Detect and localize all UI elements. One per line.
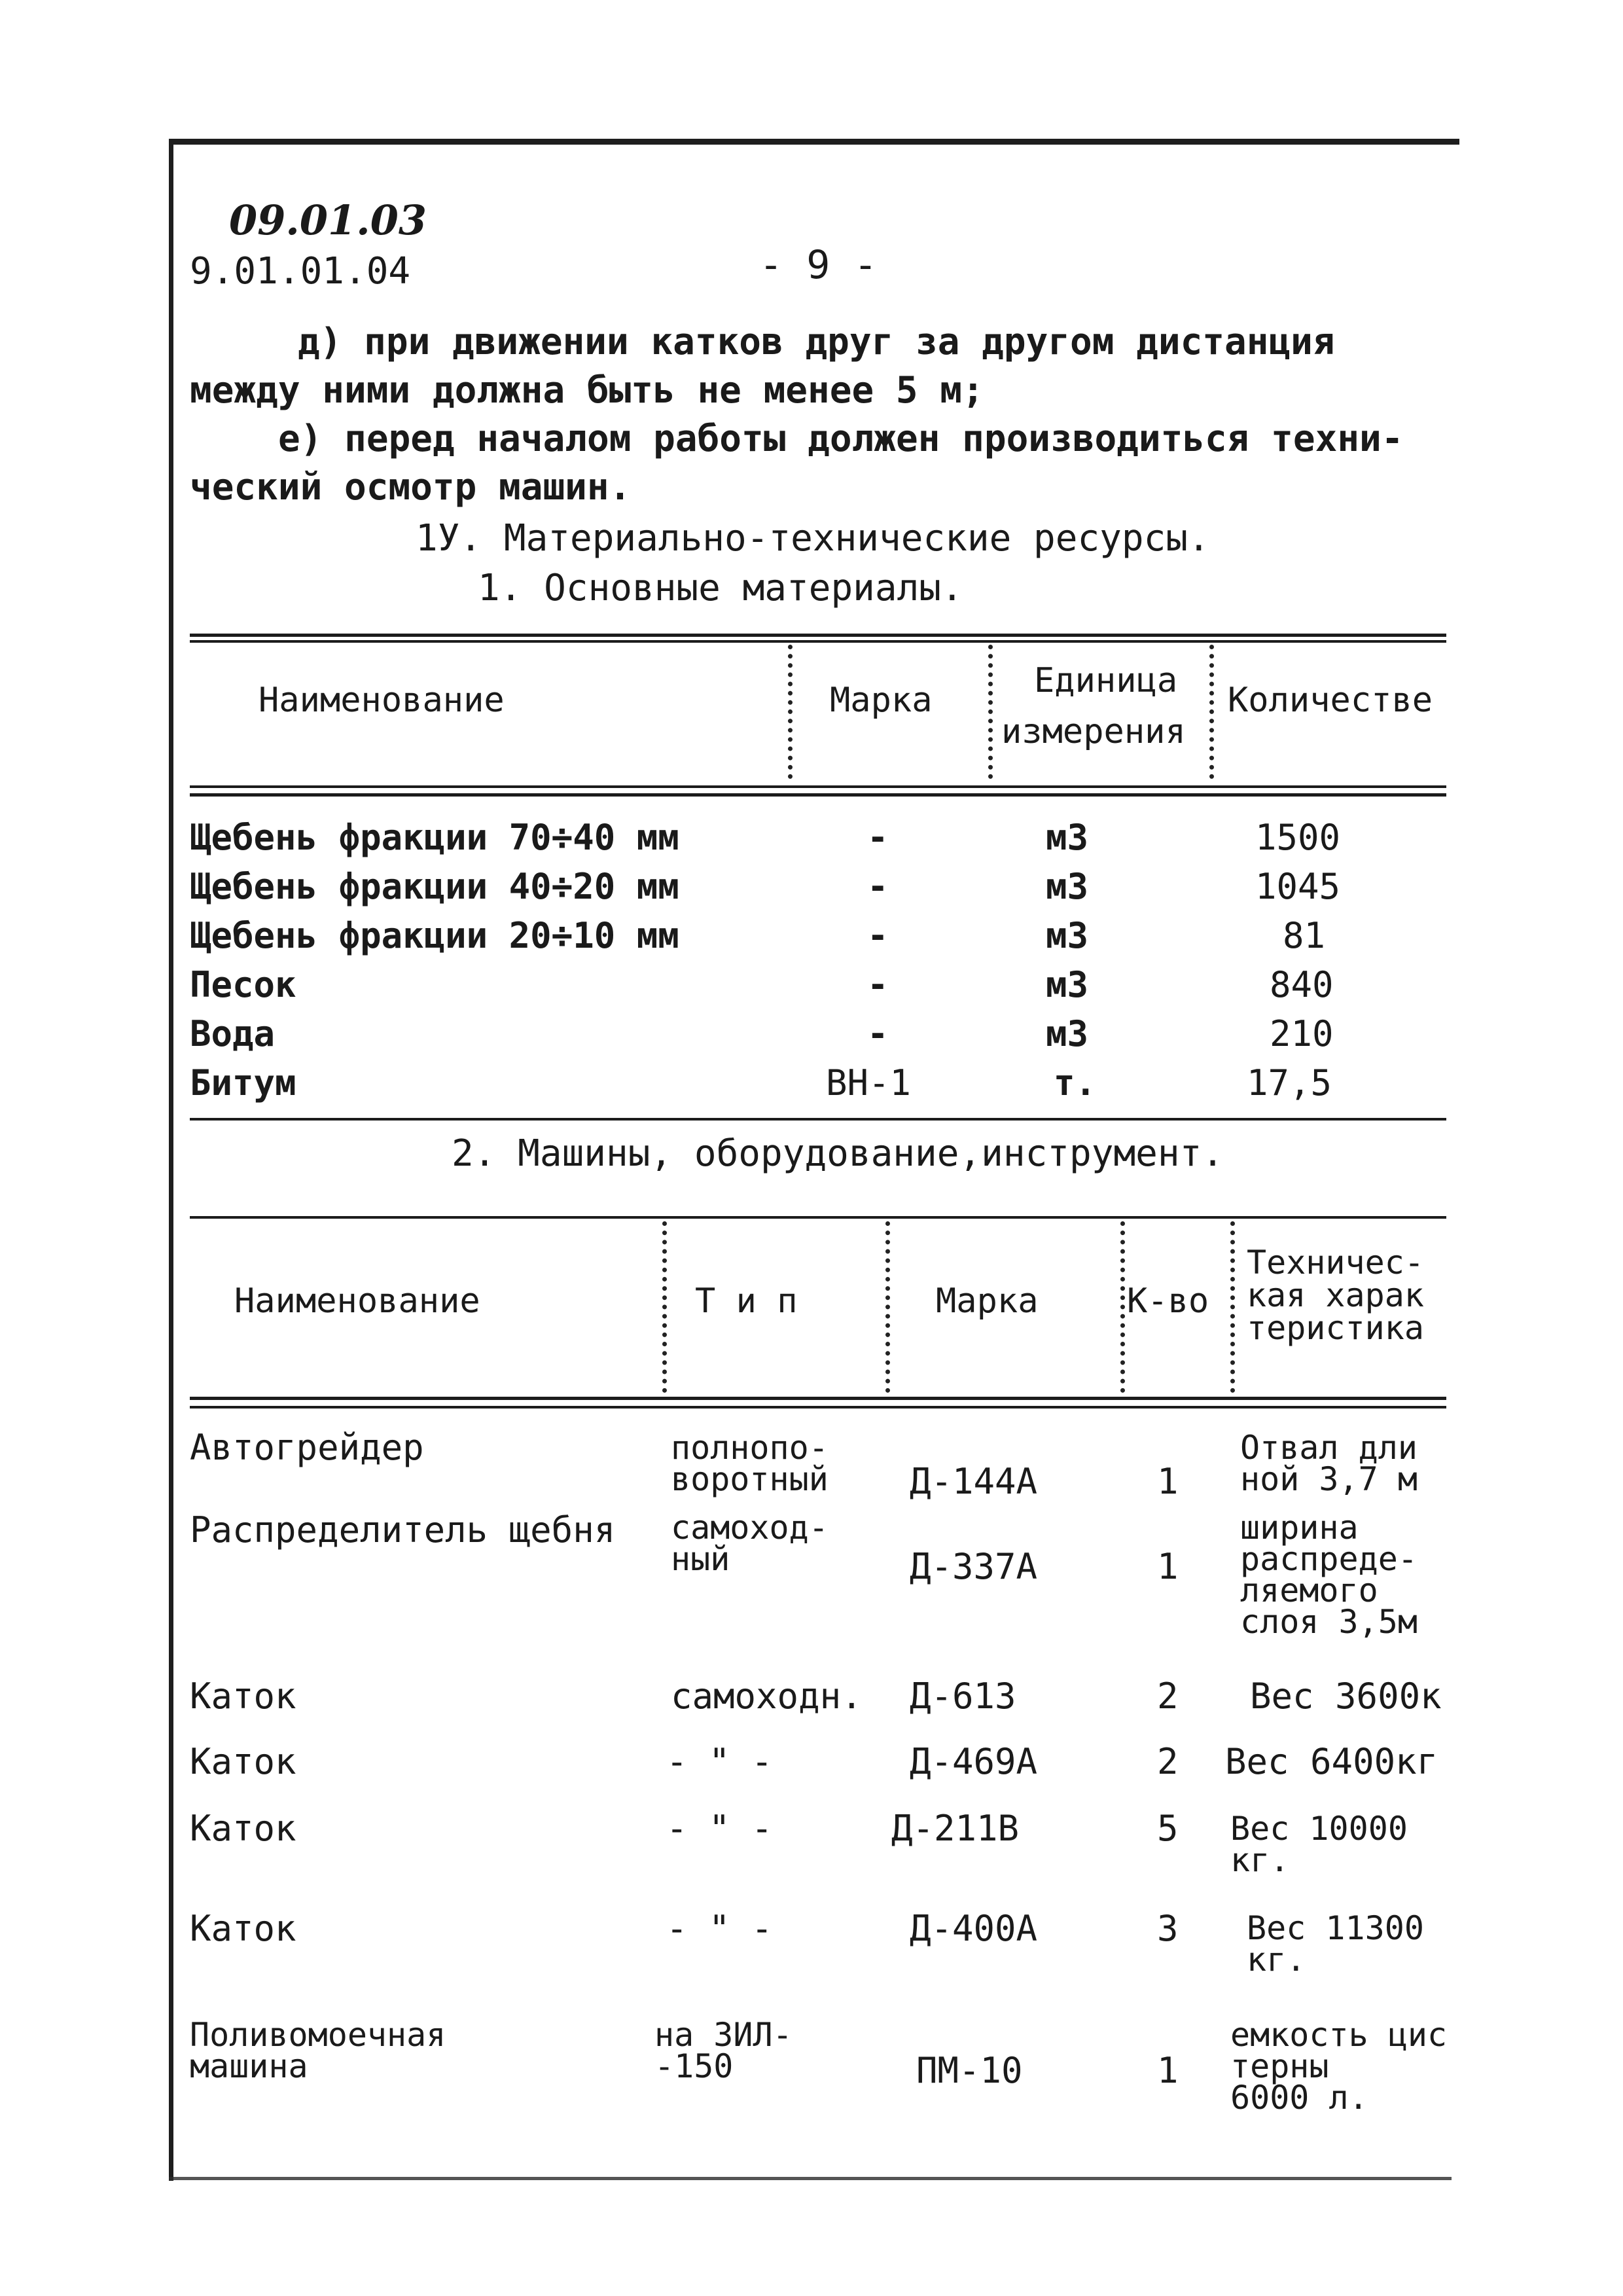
cell-name: Вода xyxy=(190,1013,276,1054)
cell-name: Каток xyxy=(190,1808,296,1849)
text-line-4: ческий осмотр машин. xyxy=(190,466,632,509)
cell-name: Распределитель щебня xyxy=(190,1509,616,1551)
cell-name: Песок xyxy=(190,964,296,1005)
cell-count: 2 xyxy=(1157,1741,1179,1782)
header-type: Т и п xyxy=(695,1282,798,1321)
cell-unit: м3 xyxy=(1046,964,1089,1005)
cell-type: - " - xyxy=(666,1908,773,1949)
column-separator xyxy=(662,1221,672,1393)
column-separator xyxy=(788,645,798,779)
text-line-1: д) при движении катков друг за другом дистанция xyxy=(298,321,1335,363)
cell-quantity: 1045 xyxy=(1255,866,1341,907)
header-name: Наименование xyxy=(234,1282,480,1321)
cell-name: Щебень фракции 20÷10 мм xyxy=(190,915,679,956)
cell-unit: т. xyxy=(1054,1062,1097,1103)
column-separator xyxy=(1230,1221,1240,1393)
header-name: Наименование xyxy=(259,681,505,720)
cell-name: Каток xyxy=(190,1741,296,1782)
cell-brand: - xyxy=(867,866,889,907)
header-unit-line1: Единица xyxy=(1034,661,1178,700)
document-code: 9.01.01.04 xyxy=(190,250,411,293)
cell-brand: - xyxy=(867,915,889,956)
cell-unit: м3 xyxy=(1046,915,1089,956)
cell-type: - " - xyxy=(666,1741,773,1782)
cell-count: 3 xyxy=(1157,1908,1179,1949)
cell-name: Битум xyxy=(190,1062,296,1103)
cell-spec: Вес 6400кг xyxy=(1225,1741,1438,1782)
cell-unit: м3 xyxy=(1046,1013,1089,1054)
cell-brand: - xyxy=(867,1013,889,1054)
materials-title: 1. Основные материалы. xyxy=(478,567,963,609)
cell-spec: ширина распреде- ляемого слоя 3,5м xyxy=(1240,1509,1418,1641)
cell-type: - " - xyxy=(666,1808,773,1849)
cell-brand: ПМ-10 xyxy=(916,2050,1023,2091)
cell-count: 1 xyxy=(1157,2050,1179,2091)
page-frame-left xyxy=(169,139,173,2181)
page-number: - 9 - xyxy=(759,242,878,288)
cell-spec: Вес 11300 кг. xyxy=(1247,1909,1424,1979)
cell-brand: Д-211В xyxy=(891,1808,1020,1849)
table-rule xyxy=(190,1397,1446,1400)
machines-title: 2. Машины, оборудование,инструмент. xyxy=(452,1132,1224,1175)
cell-quantity: 17,5 xyxy=(1247,1062,1332,1103)
header-brand: Марка xyxy=(830,681,933,720)
header-brand: Марка xyxy=(936,1282,1039,1321)
cell-type: самоходн. xyxy=(671,1676,863,1717)
column-separator xyxy=(988,645,998,779)
cell-quantity: 210 xyxy=(1270,1013,1334,1054)
text-line-2: между ними должна быть не менее 5 м; xyxy=(190,369,984,412)
cell-name: Каток xyxy=(190,1908,296,1949)
column-separator xyxy=(885,1221,895,1393)
header-unit-line2: измерения xyxy=(1001,712,1186,751)
cell-name: Поливомоечная машина xyxy=(190,2016,446,2085)
cell-brand: Д-469А xyxy=(910,1741,1038,1782)
cell-spec: Вес 3600к xyxy=(1250,1676,1442,1717)
cell-name: Каток xyxy=(190,1676,296,1717)
cell-brand: - xyxy=(867,964,889,1005)
header-quantity: Количестве xyxy=(1228,681,1433,720)
cell-count: 1 xyxy=(1157,1546,1179,1587)
text-line-3: е) перед началом работы должен производиться техни- xyxy=(278,418,1404,460)
cell-brand: Д-400А xyxy=(910,1908,1038,1949)
cell-brand: ВН-1 xyxy=(826,1062,912,1103)
section-title: 1У. Материально-технические ресурсы. xyxy=(416,517,1210,560)
table-rule xyxy=(190,1216,1446,1219)
cell-unit: м3 xyxy=(1046,866,1089,907)
table-rule xyxy=(190,1118,1446,1121)
cell-name: Щебень фракции 70÷40 мм xyxy=(190,817,679,858)
cell-brand: Д-337А xyxy=(910,1546,1038,1587)
cell-quantity: 1500 xyxy=(1255,817,1341,858)
cell-quantity: 840 xyxy=(1270,964,1334,1005)
cell-type: самоход- ный xyxy=(671,1509,829,1578)
header-spec-line1: Техничес- xyxy=(1247,1244,1424,1282)
table-rule xyxy=(190,634,1446,637)
cell-name: Автогрейдер xyxy=(190,1427,424,1468)
cell-count: 1 xyxy=(1157,1461,1179,1502)
header-count: К-во xyxy=(1127,1282,1209,1321)
table-rule xyxy=(190,785,1446,788)
cell-count: 2 xyxy=(1157,1676,1179,1717)
cell-spec: Отвал дли ной 3,7 м xyxy=(1240,1429,1418,1498)
handwritten-code: 09.01.03 xyxy=(229,196,427,244)
page-frame-top xyxy=(169,139,1459,145)
cell-brand: Д-613 xyxy=(910,1676,1016,1717)
table-rule xyxy=(190,793,1446,797)
cell-unit: м3 xyxy=(1046,817,1089,858)
cell-spec: емкость цис терны 6000 л. xyxy=(1230,2016,1448,2117)
header-spec-line3: теристика xyxy=(1247,1309,1424,1347)
cell-count: 5 xyxy=(1157,1808,1179,1849)
cell-name: Щебень фракции 40÷20 мм xyxy=(190,866,679,907)
cell-quantity: 81 xyxy=(1283,915,1326,956)
cell-spec: Вес 10000 кг. xyxy=(1230,1810,1408,1879)
column-separator xyxy=(1209,645,1219,779)
table-rule xyxy=(190,1406,1446,1408)
cell-brand: - xyxy=(867,817,889,858)
table-rule xyxy=(190,640,1446,643)
cell-type: на ЗИЛ- -150 xyxy=(654,2016,793,2085)
page-frame-bottom xyxy=(169,2177,1452,2180)
cell-brand: Д-144А xyxy=(910,1461,1038,1502)
cell-type: полнопо- воротный xyxy=(671,1429,829,1498)
header-spec-line2: кая харак xyxy=(1247,1276,1424,1314)
